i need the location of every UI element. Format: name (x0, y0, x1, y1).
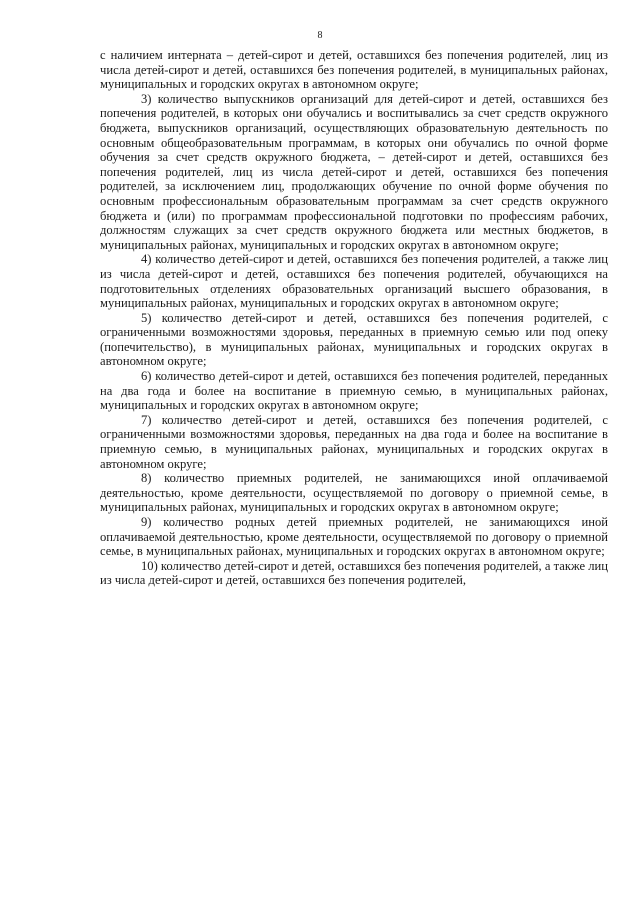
list-item-9: 9) количество родных детей приемных родителей, не занимающихся иной оплачиваемой деятельностью, кроме деятельности, осуществляемой по договору о приемной семье, в муниципальных районах, муниципальных и городских округах в автономном округе; (100, 515, 608, 559)
list-item-5: 5) количество детей-сирот и детей, оставшихся без попечения родителей, с ограниченными возможностями здоровья, переданных в приемную семью или под опеку (попечительство), в муниципальных районах, муниципальных и городских округах в автономном округе; (100, 310, 608, 369)
document-body (100, 48, 608, 588)
page-number: 8 (317, 30, 323, 41)
list-item-4: 4) количество детей-сирот и детей, оставшихся без попечения родителей, а также лиц из числа детей-сирот и детей, оставшихся без попечения родителей, обучающихся на подготовительных отделениях образовательных организаций высшего образования, в муниципальных районах, муниципальных и городских округах в автономном округе; (100, 252, 608, 311)
list-item-6: 6) количество детей-сирот и детей, оставшихся без попечения родителей, переданных на два года и более на воспитание в приемную семью, в муниципальных районах, муниципальных и городских округах в автономном округе; (100, 369, 608, 413)
paragraph-continuation: с наличием интерната – детей-сирот и детей, оставшихся без попечения родителей, лиц из числа детей-сирот и детей, оставшихся без попечения родителей, в муниципальных районах, муниципальных и городских округах в автономном округе; (100, 48, 608, 92)
list-item-10: 10) количество детей-сирот и детей, оставшихся без попечения родителей, а также лиц из числа детей-сирот и детей, оставшихся без попечения родителей, (100, 558, 608, 588)
list-item-7: 7) количество детей-сирот и детей, оставшихся без попечения родителей, с ограниченными возможностями здоровья, переданных на два года и более на воспитание в приемную семью, в муниципальных районах, муниципальных и городских округах в автономном округе; (100, 412, 608, 471)
list-item-8: 8) количество приемных родителей, не занимающихся иной оплачиваемой деятельностью, кроме деятельности, осуществляемой по договору о приемной семье, в муниципальных районах, муниципальных и городских округах в автономном округе; (100, 471, 608, 515)
list-item-3: 3) количество выпускников организаций для детей-сирот и детей, оставшихся без попечения родителей, в которых они обучались и воспитывались за счет средств окружного бюджета, выпускников организаций, осуществляющих образовательную деятельность по основным общеобразовательным программам, в которых они обучались по очной форме обучения за счет средств окружного бюджета, – детей-сирот и детей, оставшихся без попечения родителей, лиц из числа детей-сирот и детей, оставшихся без попечения родителей, за исключением лиц, продолжающих обучение по очной форме обучения по основным профессиональным образовательным программам за счет средств окружного бюджета и (или) по программам профессиональной подготовки по профессиям рабочих, должностям служащих за счет средств окружного бюджета или местных бюджетов, в муниципальных районах, муниципальных и городских округах в автономном округе; (100, 91, 608, 252)
